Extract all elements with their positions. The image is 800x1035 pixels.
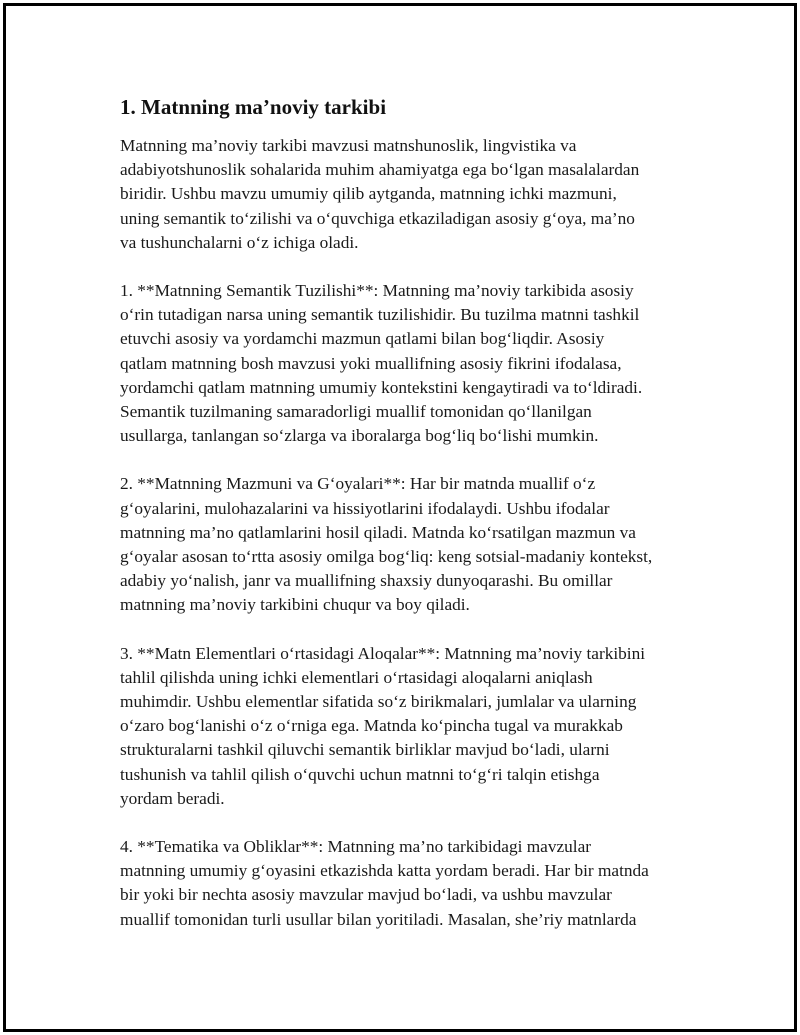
document-body bbox=[120, 92, 700, 956]
themes-paragraph: 4. **Tematika va Obliklar**: Matnning ma’no tarkibidagi mavzular matnning umumiy g‘oyasini etkazishda katta yordam beradi. Har bir matnda bir yoki bir nechta asosiy mavzular mavjud bo‘ladi, va ushbu mavzular muallif tomonidan turli usullar bilan yoritiladi. Masalan, she’riy matnlarda bbox=[120, 837, 649, 929]
intro-paragraph: Matnning ma’noviy tarkibi mavzusi matnshunoslik, lingvistika va adabiyotshunoslik sohalarida muhim ahamiyatga ega bo‘lgan masalalardan biridir. Ushbu mavzu umumiy qilib aytganda, matnning ichki mazmuni, uning semantik to‘zilishi va o‘quvchiga etkaziladigan asosiy g‘oya, ma’no va tushunchalarni o‘z ichiga oladi. bbox=[120, 136, 640, 252]
semantic-structure-paragraph: 1. **Matnning Semantik Tuzilishi**: Matnning ma’noviy tarkibida asosiy o‘rin tutadigan narsa uning semantik tuzilishidir. Bu tuzilma matnni tashkil etuvchi asosiy va yordamchi mazmun qatlami bilan bog‘liqdir. Asosiy qatlam matnning bosh mavzusi yoki muallifning asosiy fikrini ifodalasa, yordamchi qatlam matnning umumiy kontekstini kengaytiradi va to‘ldiradi. Semantik tuzilmaning samaradorligi muallif tomonidan qo‘llanilgan usullarga, tanlangan so‘zlarga va iboralarga bog‘liq bo‘lishi mumkin. bbox=[120, 281, 643, 446]
section-heading: 1. Matnning ma’noviy tarkibi bbox=[120, 95, 387, 119]
document-page bbox=[3, 3, 797, 1032]
content-ideas-paragraph: 2. **Matnning Mazmuni va G‘oyalari**: Har bir matnda muallif o‘z g‘oyalarini, mulohazalarini va hissiyotlarini ifodalaydi. Ushbu ifodalar matnning ma’no qatlamlarini hosil qiladi. Matnda ko‘rsatilgan mazmun va g‘oyalar asosan to‘rtta asosiy omilga bog‘liq: keng sotsial-madaniy kontekst, adabiy yo‘nalish, janr va muallifning shaxsiy dunyoqarashi. Bu omillar matnning ma’noviy tarkibini chuqur va boy qiladi. bbox=[120, 474, 653, 615]
element-relations-paragraph: 3. **Matn Elementlari o‘rtasidagi Aloqalar**: Matnning ma’noviy tarkibini tahlil qilishda uning ichki elementlari o‘rtasidagi aloqalarni aniqlash muhimdir. Ushbu elementlar sifatida so‘z birikmalari, jumlalar va ularning o‘zaro bog‘lanishi o‘z o‘rniga ega. Matnda ko‘pincha tugal va murakkab strukturalarni tashkil qiluvchi semantik birliklar mavjud bo‘ladi, ularni tushunish va tahlil qilish o‘quvchi uchun matnni to‘g‘ri talqin etishga yordam beradi. bbox=[120, 643, 646, 808]
